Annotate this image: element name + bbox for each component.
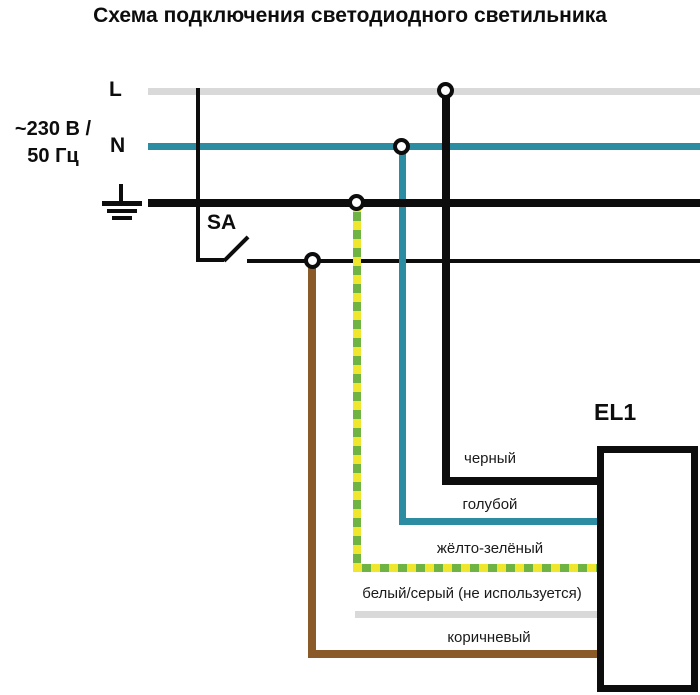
phase-label: L [109, 78, 122, 101]
wire-brown-horizontal [308, 650, 600, 658]
neutral-bus-line [148, 143, 700, 150]
junction-dot-switched [304, 252, 321, 269]
switch-label: SA [207, 211, 237, 234]
wire-label-black: черный [464, 450, 516, 467]
ground-bus-line [148, 199, 700, 207]
voltage-label [0, 116, 106, 170]
wire-label-yellow-green: жёлто-зелёный [436, 540, 544, 557]
wire-label-brown: коричневый [447, 629, 531, 646]
wire-label-blue: голубой [462, 496, 518, 513]
wire-brown-vertical [308, 261, 316, 658]
wire-yellow-green-vertical [353, 203, 361, 572]
ground-bar-3 [112, 216, 132, 220]
phase-bus-line [148, 88, 700, 95]
switch-input-drop [196, 88, 200, 262]
switch-input-stub [196, 258, 224, 262]
luminaire-label: EL1 [594, 399, 637, 425]
wire-label-white-gray: белый/серый (не используется) [362, 585, 582, 602]
junction-dot-ground [348, 194, 365, 211]
ground-bar-2 [107, 209, 137, 213]
ground-bar-1 [102, 201, 142, 206]
wire-blue-horizontal [399, 518, 600, 525]
wire-yellow-green-horizontal [353, 564, 600, 572]
neutral-label: N [110, 134, 126, 157]
wire-white-gray-horizontal [355, 611, 600, 618]
voltage-line1: ~230 В / [14, 118, 92, 140]
wire-black-vertical [442, 91, 450, 485]
junction-dot-neutral [393, 138, 410, 155]
wire-black-horizontal [442, 477, 600, 485]
junction-dot-phase [437, 82, 454, 99]
diagram-title: Схема подключения светодиодного светильника [93, 4, 607, 27]
voltage-line2: 50 Гц [27, 145, 79, 167]
switch-blade [223, 236, 250, 263]
luminaire-box [597, 446, 698, 692]
